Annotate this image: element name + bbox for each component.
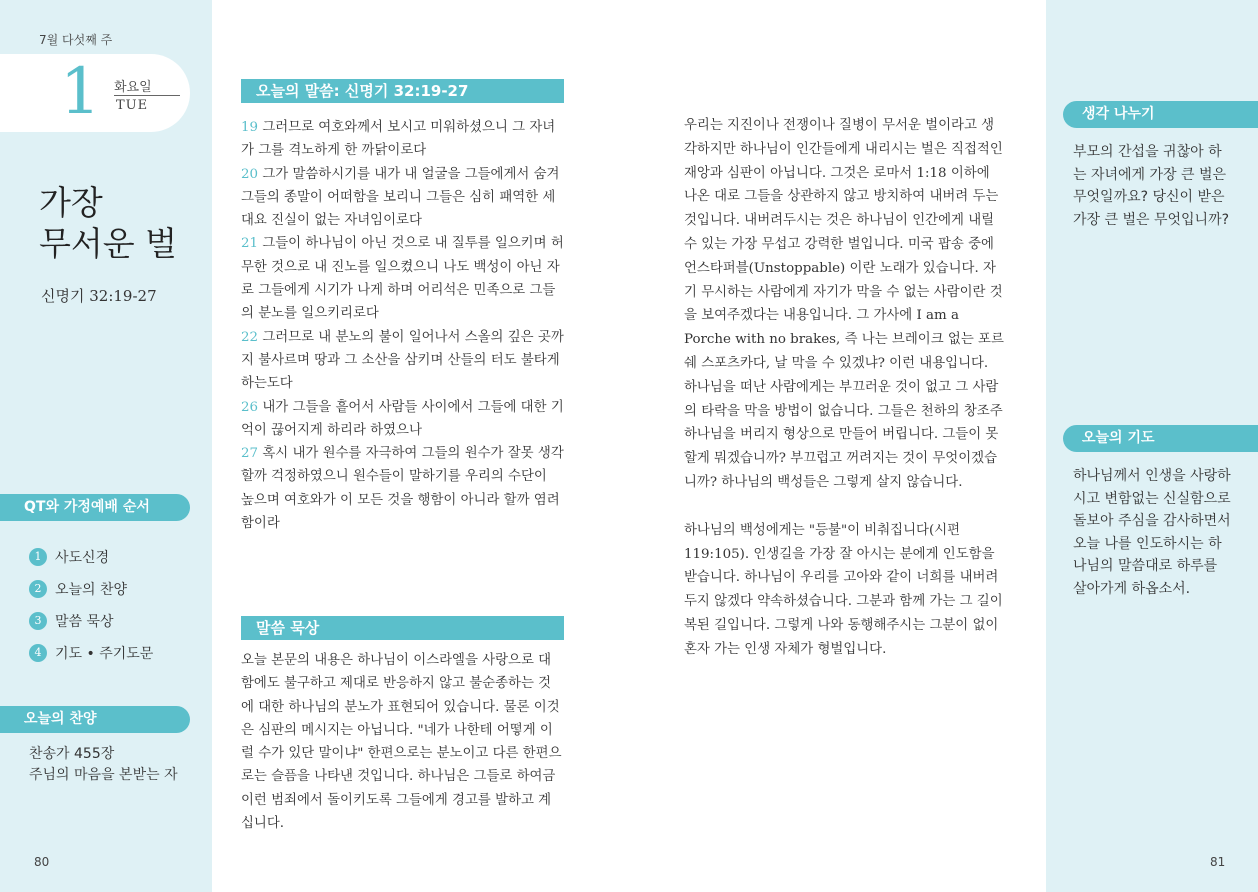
share-heading: 생각 나누기	[1063, 101, 1258, 128]
essay-paragraph: 하나님의 백성에게는 "등불"이 비춰집니다(시편 119:105). 인생길을 가장 잘 아시는 분에게 인도함을 받습니다. 하나님이 우리를 고아와 같이 너희를 내버려두지 않겠다 약속하셨습니다. 그분과 함께 가는 그 길이 복된 길입니다. 그렇게 나와 동행해주시는 그분이 없이 혼자 가는 인생 자체가 형벌입니다.	[684, 522, 1003, 657]
page-number-left: 80	[34, 855, 50, 869]
verse-number: 21	[241, 236, 259, 252]
hymn-heading: 오늘의 찬양	[0, 706, 190, 733]
step-number: 2	[29, 580, 47, 598]
day-number: 1	[60, 55, 101, 129]
word-heading: 오늘의 말씀: 신명기 32:19-27	[241, 79, 564, 103]
hymn-title: 주님의 마음을 본받는 자	[29, 767, 178, 783]
page-title	[39, 182, 177, 264]
meditation-heading: 말씀 묵상	[241, 616, 564, 640]
weekday-english: TUE	[116, 98, 149, 113]
verse-number: 26	[241, 399, 259, 415]
verse-number: 22	[241, 329, 259, 345]
weekday-korean: 화요일	[114, 80, 152, 95]
step-label: 말씀 묵상	[55, 614, 114, 630]
verse-text: 혹시 내가 원수를 자극하여 그들의 원수가 잘못 생각할까 걱정하였으니 원수들이 말하기를 우리의 수단이 높으며 여호와가 이 모든 것을 행함이 아니라 할까 염려함이라	[241, 446, 564, 532]
essay	[684, 114, 1004, 686]
verses	[241, 116, 564, 535]
verse-text: 그들이 하나님이 아닌 것으로 내 질투를 일으키며 허무한 것으로 내 진노를 일으켰으니 나도 백성이 아닌 자로 그들에게 시기가 나게 하며 어리석은 민족으로 그들의 분노를 일으키리로다	[241, 236, 564, 322]
prayer-heading: 오늘의 기도	[1063, 425, 1258, 452]
step-label: 오늘의 찬양	[55, 582, 128, 598]
list-item	[29, 573, 153, 605]
list-item	[29, 637, 153, 669]
page-number-right: 81	[1210, 855, 1226, 869]
share-text: 부모의 간섭을 귀찮아 하는 자녀에게 가장 큰 벌은 무엇일까요? 당신이 받은 가장 큰 벌은 무엇입니까?	[1073, 144, 1230, 228]
step-number: 1	[29, 548, 47, 566]
list-item	[29, 605, 153, 637]
order-heading: QT와 가정예배 순서	[0, 494, 190, 521]
verse-number: 19	[241, 120, 259, 135]
step-label: 기도 • 주기도문	[55, 646, 154, 662]
step-label: 사도신경	[55, 550, 110, 566]
weekday-divider	[114, 95, 180, 96]
verse-number: 27	[241, 446, 259, 462]
verse-text: 그러므로 내 분노의 불이 일어나서 스올의 깊은 곳까지 불사르며 땅과 그 소산을 삼키며 산들의 터도 불타게 하는도다	[241, 329, 564, 392]
week-label: 7월 다섯째 주	[39, 33, 113, 47]
title-line: 가장	[39, 183, 103, 222]
hymn-info	[29, 744, 178, 786]
verse-text: 내가 그들을 흩어서 사람들 사이에서 그들에 대한 기억이 끊어지게 하리라 하였으나	[241, 399, 564, 438]
verse-number: 20	[241, 166, 259, 182]
step-number: 3	[29, 612, 47, 630]
step-number: 4	[29, 644, 47, 662]
verse-text: 그가 말씀하시기를 내가 내 얼굴을 그들에게서 숨겨 그들의 종말이 어떠함을 보리니 그들은 심히 패역한 세대요 진실이 없는 자녀임이로다	[241, 166, 560, 229]
order-list	[29, 541, 153, 669]
prayer-text: 하나님께서 인생을 사랑하시고 변함없는 신실함으로 돌보아 주심을 감사하면서 오늘 나를 인도하시는 하나님의 말씀대로 하루를 살아가게 하옵소서.	[1073, 468, 1231, 597]
scripture-reference: 신명기 32:19-27	[41, 287, 157, 305]
essay-paragraph: 우리는 지진이나 전쟁이나 질병이 무서운 벌이라고 생각하지만 하나님이 인간들에게 내리시는 벌은 직접적인 재앙과 심판이 아닙니다. 그것은 로마서 1:18 이하에 나온 대로 그들을 상관하지 않고 방치하여 내버려 두는 것입니다. 내버려두시는 것은 하나님이 인간에게 내릴 수 있는 가장 무섭고 강력한 벌입니다. 미국 팝송 중에 언스타퍼블(Unstoppable) 이란 노래가 있습니다. 자기 무시하는 사람에게 자기가 막을 수 없는 사람이란 것을 보여주겠다는 내용입니다. 그 가사에 I am a Porche with no brakes, 즉 나는 브레이크 없는 포르쉐 스포츠카다, 날 막을 수 있겠냐? 이런 내용입니다. 하나님을 떠난 사람에게는 부끄러운 것이 없고 그 사람의 타락을 막을 방법이 없습니다. 그들은 천하의 창조주 하나님을 버리지 형상으로 만들어 버립니다. 그들이 못할게 뭐겠습니까? 부끄럽고 꺼려지는 것이 무엇이겠습니까? 하나님의 백성들은 그렇게 살지 않습니다.	[684, 118, 1004, 490]
hymn-number: 찬송가 455장	[29, 746, 115, 762]
meditation-body: 오늘 본문의 내용은 하나님이 이스라엘을 사랑으로 대함에도 불구하고 제대로 반응하지 않고 불순종하는 것에 대한 하나님의 분노가 표현되어 있습니다. 물론 이것은 심판의 메시지는 아닙니다. "네가 나한테 어떻게 이럴 수가 있단 말이냐" 한편으로는 분노이고 다른 한편으로는 슬픔을 나타낸 것입니다. 하나님은 그들로 하여금 이런 범죄에서 돌이키도록 그들에게 경고를 발하고 계십니다.	[241, 653, 562, 832]
verse-text: 그러므로 여호와께서 보시고 미워하셨으니 그 자녀가 그를 격노하게 한 까닭이로다	[241, 120, 556, 159]
list-item	[29, 541, 153, 573]
title-line: 무서운 벌	[39, 224, 178, 263]
